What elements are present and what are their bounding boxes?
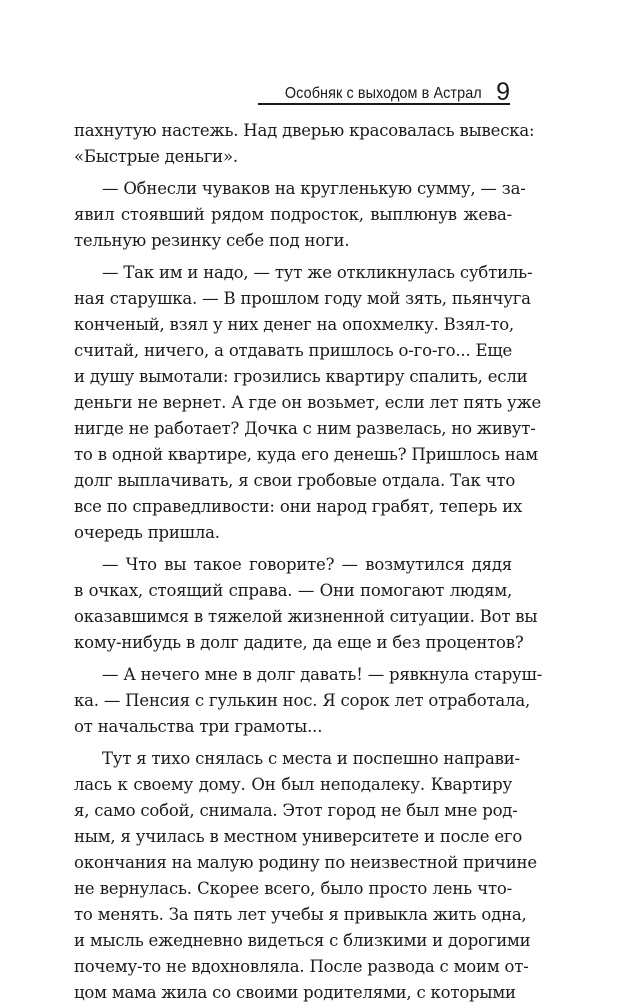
text-line: все по справедливости: они народ грабят, теперь их [74,497,523,516]
page-number: 9 [496,78,510,106]
text-line: ка. — Пенсия с гулькин нос. Я сорок лет отработала, [74,691,531,710]
text-line: оказавшимся в тяжелой жизненной ситуации. Вот вы [74,607,538,626]
text-line: кому-нибудь в долг дадите, да еще и без процентов? [74,633,524,652]
text-line: — Так им и надо, — тут же откликнулась субтиль- [102,263,533,282]
text-line: в очках, стоящий справа. — Они помогают людям, [74,581,512,600]
header-rule [258,103,510,105]
text-line: «Быстрые деньги». [74,147,238,166]
text-line: почему-то не вдохновляла. После развода с моим от- [74,957,529,976]
text-line: от начальства три грамоты... [74,717,323,736]
body-text [74,118,543,1006]
text-line: не вернулась. Скорее всего, было просто лень что- [74,879,512,898]
text-line: нигде не работает? Дочка с ним развелась, но живут- [74,419,536,438]
text-line: то менять. За пять лет учебы я привыкла жить одна, [74,905,527,924]
text-line: явил стоявший рядом подросток, выплюнув жева- [74,205,512,224]
text-line: то в одной квартире, куда его денешь? Пришлось нам [74,445,538,464]
text-line: цом мама жила со своими родителями, с которыми [74,983,516,1002]
text-line: лась к своему дому. Он был неподалеку. Квартиру [74,775,512,794]
text-line: — Что вы такое говорите? — возмутился дядя [102,555,512,574]
text-line: долг выплачивать, я свои гробовые отдала. Так что [74,471,516,490]
text-line: тельную резинку себе под ноги. [74,231,350,250]
text-line: и мысль ежедневно видеться с близкими и дорогими [74,931,531,950]
running-header [258,78,510,104]
text-line: Тут я тихо снялась с места и поспешно направи- [102,749,520,768]
text-line: — Обнесли чуваков на кругленькую сумму, — за- [102,179,526,198]
text-line: я, само собой, снимала. Этот город не был мне род- [74,801,518,820]
running-title: Особняк с выходом в Астрал [285,85,483,102]
text-line: деньги не вернет. А где он возьмет, если лет пять уже [74,393,542,412]
text-line: ная старушка. — В прошлом году мой зять, пьянчуга [74,289,531,308]
text-line: пахнутую настежь. Над дверью красовалась вывеска: [74,121,535,140]
text-line: окончания на малую родину по неизвестной причине [74,853,537,872]
text-line: считай, ничего, а отдавать пришлось о-го-го... Еще [74,341,513,360]
text-line: ным, я училась в местном университете и после его [74,827,523,846]
text-line: очередь пришла. [74,523,220,542]
text-line: — А нечего мне в долг давать! — рявкнула старуш- [102,665,543,684]
text-line: конченый, взял у них денег на опохмелку. Взял-то, [74,315,514,334]
text-line: и душу вымотали: грозились квартиру спалить, если [74,367,528,386]
